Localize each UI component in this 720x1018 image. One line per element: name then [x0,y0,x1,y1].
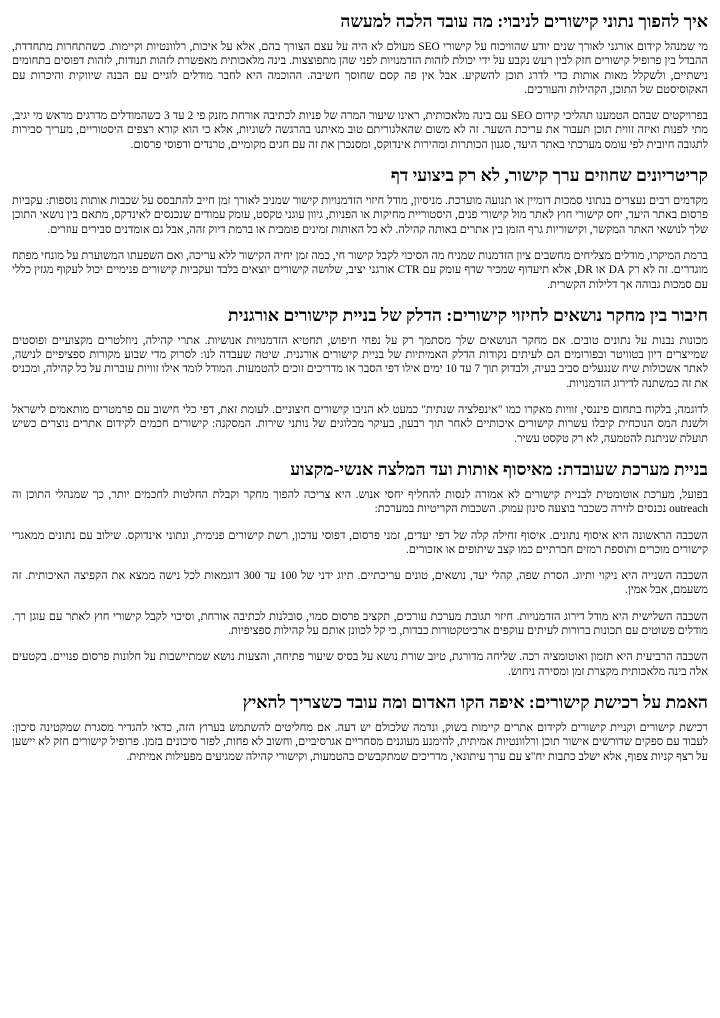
section-heading-system-building: בניית מערכת שעובדת: מאיסוף אותות ועד המלצה אנשי-מקצוע [290,458,708,479]
intro-paragraph-2: בפרויקטים שבהם הטמענו תהליכי קידום SEO עם בינה מלאכותית, ראינו שיעור המרה של פניות לכתיבה אורחת מזנק פי 2 עד 3 כשהמודלים מדרגים מראש מי יגיב, מתי לפנות ואיזה זווית תוכן תעבור את עריכת השער. זה לא משום שהאלגוריתם טוב מאיתנו בהרגשה לשוניות, אלא כי הוא קורא רצפים היסטוריים, מעריך סבירות לתגובה חיובית לפי עומס מערכתי באתר היעד, סגנון הכותרות ומהירות אינדוקס, ומסנכרן את זה עם חגים מקומיים, טרנדים ודפוסי פרסום. [12,110,708,151]
section-heading-link-value-criteria: קריטריונים שחוזים ערך קישור, לא רק ביצועי דף [390,165,708,186]
section-heading-topic-research: חיבור בין מחקר נושאים לחיזוי קישורים: הדלק של בניית קישורים אורגנית [227,304,708,325]
section-3-paragraph-3: השכבה השנייה היא ניקוי ותיוג. הסרת שפה, קהלי יעד, נושאים, טונים עריכתיים. תיוג ידני של 100 עד 300 דוגמאות לכל נישה ממצא את הקפיצה האיכותית. זה משעמם, אבל אמין. [12,570,708,597]
section-2-paragraph-2: לדוגמה, בלקוח בתחום פיננסי, זוויות מאקרו כמו "אינפלציה שנתית" כמעט לא הניבו קישורים חיצוניים. לעומת זאת, דפי כלי חישוב עם פרמטרים מותאמים לישראל ולשנת המס הנוכחית קיבלו עשרות קישורים איכותיים לאחר תוך רבעון, בעיקר מבלוגים של נותני שירות. המסקנה: קישורים חכמים לקידום אתרים נוצרים כשיש תועלת שניתנת להטמעה, לא רק טקסט עשיר. [12,404,708,445]
section-1-paragraph-1: מקדמים רבים נעצרים בנתוני סמכות דומיין או תנועה מוערכת. מניסיון, מודל חיזוי הזדמנויות קישור שמניב לאורך זמן חייב להתבסס על שכבות אותות נוספות: עקביות פרסום באתר היעד, יחס קישורי חוץ לאתר מול קישורי פנים, היסטוריית מחיקות או הפניות, גיוון עוגני טקסט, עומק עמודים שנכנסים לאינדקס, מתאם בין נושאי התוכן שלך לנושאי האתר המקשר, וקישוריות גרף הזמן בין אתרים באותה קהילה. לא כל האותות זמינים פומבית או ברמת דיוק זהה, אבל גם אומדנים סבירים עוזרים. [12,195,708,236]
section-4-paragraph-1: רכישת קישורים וקניית קישורים לקידום אתרים קיימות בשוק, ונדמה שלכולם יש דעה. אם מחליטים להשתמש בערוץ הזה, כדאי להגדיר מסגרת שמקטינה סיכון: לעבוד עם ספקים שדורשים אישור תוכן ורלוונטיות אמיתית, להימנע מעוגנים מסחריים אגרסיביים, וחשוב לא פחות, לפזר סיכונים בזמן. פרופיל קישורים חזק לא יישען על רצף קניות צפוף, אלא ישלב כתבות יח"צ עם ערך עיתונאי, מדריכים שמתקבשים בהטמעות, וקישורי קהילה שמגיעים מפעילות אמיתית. [12,721,708,763]
section-3-paragraph-5: השכבה הרביעית היא תזמון ואוטומציה רכה. שליחה מדורגת, טיוב שורת נושא על בסיס שיעור פתיחה, והצעות נושא שמתיישבות על חלונות פרסום פנויים. בקטעים אלה בינה מלאכותית מקצרת זמן ומסירה ניחוש. [12,651,708,678]
section-heading-buying-links: האמת על רכישת קישורים: איפה הקו האדום ומה עובד כשצריך להאיץ [242,691,708,712]
section-2-paragraph-1: מכונות נבנות על נתונים טובים. אם מחקר הנושאים שלך מסתמך רק על נפחי חיפוש, תחטיא הזדמנויות אנושיות. אתרי קהילה, ניוזלטרים מקצועיים ופוסטים שמייצרים דיון בטוויטר ובפורומים הם לעיתים נקודות הדלק האמיתיות של בניית קישורים אורגנית. שיטה שעבדה לנו: לסרוק מדי שבוע מקורות ספציפיים לנישה, לאתר אשכולות שיח שנגעלים סביב בעיה, ולבדוק תוך 7 עד 10 ימים אילו דפי הסבר או מדריכים זוכים להטמעות. המודל לומד אילו זוויות עוברות על כל קהילה, ומכניס את זה כמשתנה לדירוג הזדמנויות. [12,334,708,390]
section-3-paragraph-4: השכבה השלישית היא מודל דירוג הזדמנויות. חיזוי תגובת מערכת עורכים, תקציב פרסום סמוי, סובלנות לכתיבה אורחת, וסיכוי לקבל קישורי חוץ לאתר עם עוגן רך. מודלים פשוטים עם תכונות ברורות לעיתים עוקפים ארכיטקטורות כבדות, כי קל לכוונן אותם על קהילות ספציפיות. [12,610,708,638]
section-3-paragraph-2: השכבה הראשונה היא איסוף נתונים. איסוף זחילה קלה של דפי יעדים, זמני פרסום, דפוסי עדכון, רשת קישורים פנימית, ונתוני אינדוקס. שילוב עם נתונים ממאגרי קישורים מוכרים ותוספת רמזים חברתיים כמו קצב שיתופים או אזכורים. [12,529,708,556]
section-1-paragraph-2: ברמת המיקרו, מודלים מצליחים מחשבים ציון הזדמנות שמניח מה הסיכוי לקבל קישור חי, כמה זמן יחיה הקישור ללא עריכה, ואם השפעתו המשוערת על מונחי מפתח מוגדרים. זה לא רק DA או DR, אלא תיעדוף שמכיר שדף עומק עם CTR אורגני יציב, שלושה קישורים יוצאים בלבד ועקביות קישורים פנימיים יכול לעקוף מגזין כללי עם סמכות גבוהה אך דלילות הקשרית. [12,249,708,291]
intro-paragraph-1: מי שמנהל קידום אורגני לאורך שנים יודע שהוויכוח על קישורי SEO מעולם לא היה על עצם הצורך בהם, אלא על איכות, רלוונטיות וקיימות. כשהתחרות מתחדדת, ההבדל בין פרופיל קישורים חזק לבין רעש נקבע על ידי יכולת לזהות הזדמנויות לפני שהן מתפוצצות. בינה מלאכותית מאפשרת לזהות תנודות, לזהות דפוסים בתחומים נישתיים, ולשקלל מאות אותות כדי לדרג תוכן להשקיע. אבל אין פה קסם שחוסך חשיבה. ההוכמה היא לחבר מודלים לוגיים עם הבנה שיווקית והיכרות עם האקוסיסטם של התוכן, הקהילות והעורכים. [12,41,708,96]
article-title: איך להפוך נתוני קישורים לניבוי: מה עובד הלכה למעשה [340,11,708,31]
section-3-paragraph-1: בפועל, מערכת אוטומטית לבניית קישורים לא אמורה לנסות להחליף יחסי אנוש. היא צריכה להפוך מחקר וקבלת החלטות לחכמים יותר, כך שמנהלי התוכן וה outreach נכנסים לזירה כשכבר בוצעה סינון עמוק. השכבות הקריטיות במערכת: [12,488,708,516]
